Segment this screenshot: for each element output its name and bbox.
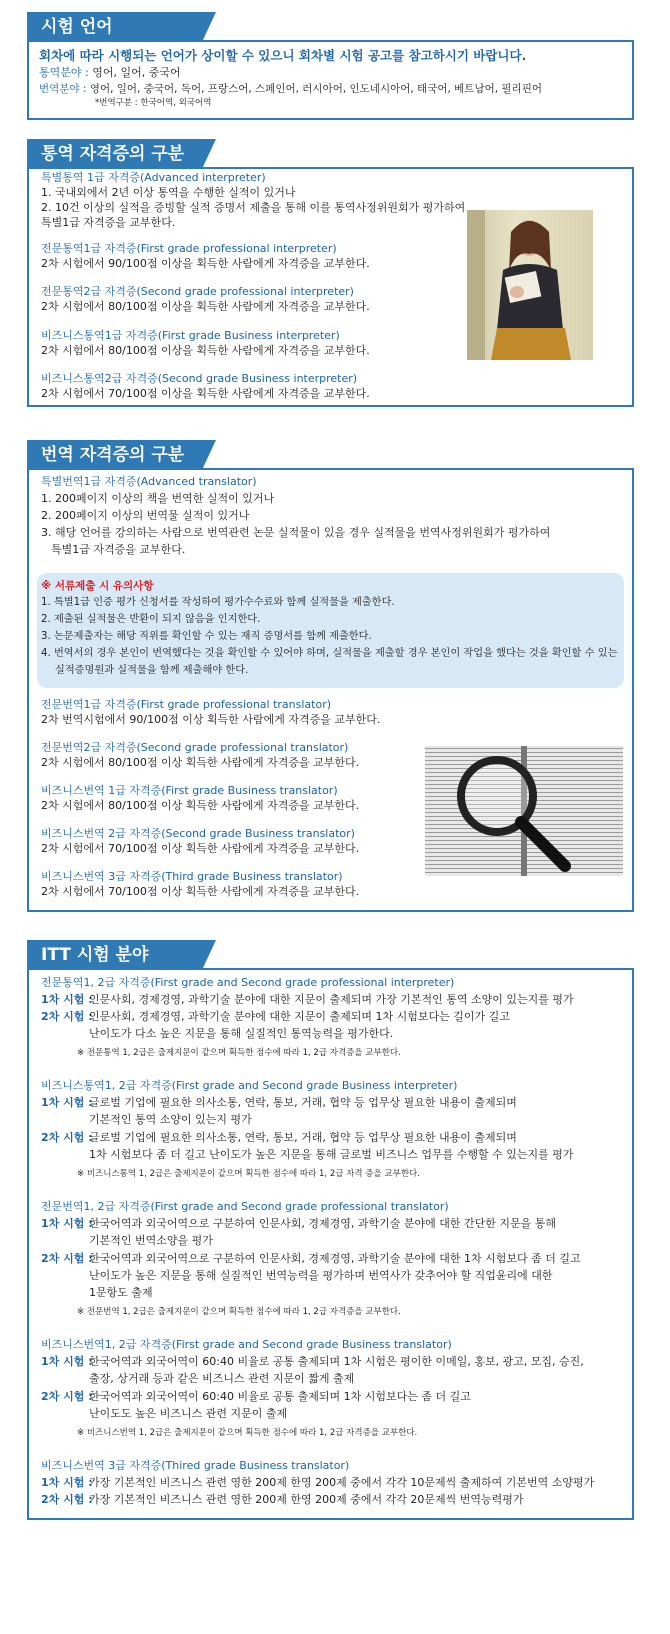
cert-head: 비즈니스번역 3급 자격증(Third grade Business translator) bbox=[41, 870, 343, 883]
trans-value: 영어, 일어, 중국어, 독어, 프랑스어, 스페인어, 러시아어, 인도네시아어, 태국어, 베트남어, 필리핀어 bbox=[89, 83, 542, 95]
section-translator-cert: 번역 자격증의 구분 특별번역1급 자격증(Advanced translator) 1. 200페이지 이상의 책을 번역한 실적이 있거나 2. 200페이지 이상의 번역물 실적이 있거나 3. 해당 언어를 강의하는 사람으로 번역관련 논문 실적물이 있을 경우 실적물을 번역사정위원회가 평가하여 특별1급 자격증을 교부한다. ※ 서류제출 시 유의사항 1. 특별1급 인증 평가 신청서를 작성하여 평가수수료와 함께 실적물을 제출한다. 2. 제출된 실적물은 반환이 되지 않음을 인지한다. 3. 논문제출자는 해당 직위를 확인할 수 있는 재직 증명서를 함께 제출한다. 4. 번역서의 경우 본인이 번역했다는 것을 확인할 수 있어야 하며, 실적물을 제출할 경우 본인이 작업을 했다는 것을 확인할 수 있는 실적증명원과 실적물을 함께 제출해야 한다. 전문번역1급 자격증(First grade professional translator) 2차 번역시험에서 90/100점 이상 획득한 사람에게 자격증을 교부한다. 전문번역2급 자격증(Second grade professional translator) 2차 시험에서 80/100점 이상 획득한 사람에게 자격증을 교부한다. 비즈니스번역 1급 자격증(First grade Business translator) 2차 시험에서 80/100점 이상 획득한 사람에게 자격증을 교부한다. 비즈니스번역 2급 자격증(Second grade Business translator) 2차 시험에서 70/100점 이상 획득한 사람에게 자격증을 교부한다. 비즈니스번역 3급 자격증(Third grade Business translator) 2차 시험에서 70/100점 이상 획득한 사람에게 자격증을 교부한다. bbox=[27, 440, 634, 912]
cert-head: 전문번역1급 자격증(First grade professional translator) bbox=[41, 698, 332, 711]
section-title: 번역 자격증의 구분 bbox=[27, 440, 202, 470]
field-head: 비즈니스번역 3급 자격증(Thired grade Business translator) bbox=[41, 1459, 350, 1472]
cert-head: 전문통역2급 자격증(Second grade professional interpreter) bbox=[41, 285, 354, 298]
field-head: 전문통역1, 2급 자격증(First grade and Second grade professional interpreter) bbox=[41, 976, 455, 989]
photo-woman-reading bbox=[467, 210, 593, 360]
cert-head: 특별번역1급 자격증(Advanced translator) bbox=[41, 475, 257, 488]
field-head: 비즈니스번역1, 2급 자격증(First grade and Second grade Business translator) bbox=[41, 1338, 452, 1351]
field-head: 비즈니스통역1, 2급 자격증(First grade and Second grade Business interpreter) bbox=[41, 1079, 458, 1092]
cert-head: 비즈니스번역 1급 자격증(First grade Business translator) bbox=[41, 784, 338, 797]
cert-head: 전문번역2급 자격증(Second grade professional translator) bbox=[41, 741, 349, 754]
interp-value: 영어, 일어, 중국어 bbox=[92, 66, 181, 79]
trans-label: 번역분야 : bbox=[39, 83, 87, 95]
cert-head: 비즈니스번역 2급 자격증(Second grade Business translator) bbox=[41, 827, 355, 840]
interp-label: 통역분야 : bbox=[39, 66, 89, 79]
trans-note: *번역구분 : 한국어역, 외국어역 bbox=[95, 98, 212, 108]
notice-title: ※ 서류제출 시 유의사항 bbox=[41, 580, 154, 592]
cert-head: 비즈니스통역2급 자격증(Second grade Business interpreter) bbox=[41, 372, 358, 385]
section-itt-exam-field: ITT 시험 분야 전문통역1, 2급 자격증(First grade and Second grade professional interpreter) 1차 시험 : 인문사회, 경제경영, 과학기술 분야에 대한 지문이 출제되며 가장 기본적인 통역 소양이 있는지를 평가 2차 시험 : 인문사회, 경제경영, 과학기술 분야에 대한 지문이 출제되며 1차 시험보다는 길이가 길고 난이도가 다소 높은 지문을 통해 실질적인 통역능력을 평가한다. ※ 전문통역 1, 2급은 출제지문이 같으며 획득한 점수에 따라 1, 2급 자격증을 교부한다. 비즈니스통역1, 2급 자격증(First grade and Second grade Business interpreter) 1차 시험 : 글로벌 기업에 필요한 의사소통, 연락, 통보, 거래, 협약 등 업무상 필요한 내용이 출제되며 기본적인 통역 소양이 있는지 평가 2차 시험 : 글로벌 기업에 필요한 의사소통, 연락, 통보, 거래, 협약 등 업무상 필요한 내용이 출제되며 1차 시험보다 좀 더 길고 난이도가 높은 지문을 통해 글로벌 비즈니스 업무를 수행할 수 있는지를 평가 ※ 비즈니스통역 1, 2급은 출제지문이 같으며 획득한 점수에 따라 1, 2급 자격 증을 교부한다. 전문번역1, 2급 자격증(First grade and Second grade professional translator) 1차 시험 : 한국어역과 외국어역으로 구분하여 인문사회, 경제경영, 과학기술 분야에 대한 간단한 지문을 통해 기본적인 번역소양을 평가 2차 시험 : 한국어역과 외국어역으로 구분하여 인문사회, 경제경영, 과학기술 분야에 대한 1차 시험보다 좀 더 길고 난이도가 높은 지문을 통해 실질적인 번역능력을 평가하며 번역사가 갖추어야 할 직업윤리에 대한 1문항도 출제 ※ 전문번역 1, 2급은 출제지문이 같으며 획득한 점수에 따라 1, 2급 자격증을 교부한다. 비즈니스번역1, 2급 자격증(First grade and Second grade Business translator) 1차 시험 : 한국어역과 외국어역이 60:40 비율로 공통 출제되며 1차 시험은 평이한 이메일, 홍보, 광고, 모집, 승진, 출장, 상거래 등과 같은 비즈니스 관련 지문이 짧게 출제 2차 시험 : 한국어역과 외국어역이 60:40 비율로 공통 출제되며 1차 시험보다는 좀 더 길고 난이도도 높은 비즈니스 관련 지문이 출제 ※ 비즈니스번역 1, 2급은 출제지문이 같으며 획득한 점수에 따라 1, 2급 자격증을 교부한다. 비즈니스번역 3급 자격증(Thired grade Business translator) 1차 시험 : 가장 기본적인 비즈니스 관련 영한 200제 한영 200제 중에서 각각 10문제씩 출제하여 기본번역 소양평가 2차 시험 : 가장 기본적인 비즈니스 관련 영한 200제 한영 200제 중에서 각각 20문제씩 번역능력평가 bbox=[27, 940, 634, 1520]
lead-text: 회차에 따라 시행되는 언어가 상이할 수 있으니 회차별 시험 공고를 참고하시기 바랍니다. bbox=[39, 48, 527, 63]
cert-head: 비즈니스통역1급 자격증(First grade Business interpreter) bbox=[41, 329, 340, 342]
field-head: 전문번역1, 2급 자격증(First grade and Second grade professional translator) bbox=[41, 1200, 449, 1213]
section-title: 통역 자격증의 구분 bbox=[27, 139, 202, 169]
cert-head: 전문통역1급 자격증(First grade professional interpreter) bbox=[41, 242, 337, 255]
section-interpreter-cert: 통역 자격증의 구분 특별통역 1급 자격증(Advanced interpreter) 1. 국내외에서 2년 이상 통역을 수행한 실적이 있거나 2. 10건 이상의 실적을 증빙할 실적 증명서 제출을 통해 이를 통역사정위원회가 평가하여 특별1급 자격증을 교부한다. 전문통역1급 자격증(First grade professional interpreter) 2차 시험에서 90/100점 이상을 획득한 사람에게 자격증을 교부한다. 전문통역2급 자격증(Second grade professional interpreter) 2차 시험에서 80/100점 이상을 획득한 사람에게 자격증을 교부한다. 비즈니스통역1급 자격증(First grade Business interpreter) 2차 시험에서 80/100점 이상을 획득한 사람에게 자격증을 교부한다. 비즈니스통역2급 자격증(Second grade Business interpreter) 2차 시험에서 70/100점 이상을 획득한 사람에게 자격증을 교부한다. bbox=[27, 139, 634, 407]
section-exam-language bbox=[27, 12, 634, 120]
section-title: 시험 언어 bbox=[27, 12, 202, 42]
cert-head: 특별통역 1급 자격증(Advanced interpreter) bbox=[41, 171, 266, 184]
photo-magnifying-glass bbox=[425, 746, 623, 876]
section-title: ITT 시험 분야 bbox=[27, 940, 202, 970]
